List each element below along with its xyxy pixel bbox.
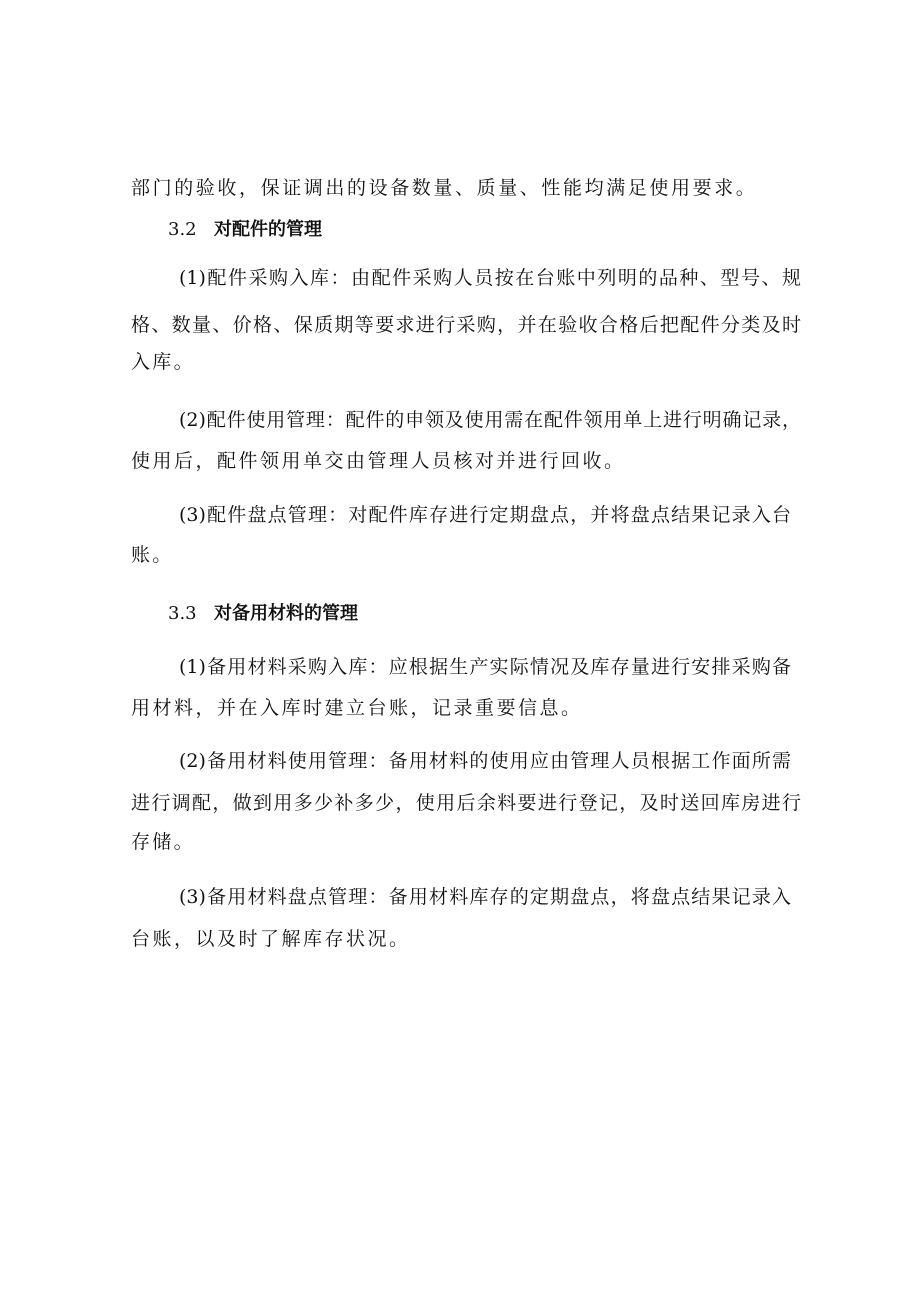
paragraph-line: 账。 [131, 544, 174, 566]
section-heading-3-2 [168, 218, 322, 242]
paragraph-line: (1)配件采购入库：由配件采购人员按在台账中列明的品种、型号、规 [179, 267, 801, 289]
paragraph-line: 进行调配，做到用多少补多少，使用后余料要进行登记，及时送回库房进行 [131, 792, 801, 814]
paragraph-line: (3)备用材料盘点管理：备用材料库存的定期盘点，将盘点结果记录入 [179, 886, 791, 908]
paragraph-line: (1)备用材料采购入库：应根据生产实际情况及库存量进行安排采购备 [179, 656, 791, 678]
paragraph-line: 台账，以及时了解库存状况。 [131, 928, 411, 950]
section-heading-3-3 [168, 602, 358, 626]
paragraph-line: 存储。 [131, 831, 195, 853]
section-number: 3.3 [168, 603, 197, 624]
section-title: 对配件的管理 [214, 219, 322, 240]
paragraph-line: 用材料，并在入库时建立台账，记录重要信息。 [131, 697, 583, 719]
section-title: 对备用材料的管理 [214, 603, 358, 624]
paragraph-line: (2)备用材料使用管理：备用材料的使用应由管理人员根据工作面所需 [179, 750, 791, 772]
paragraph-line: (3)配件盘点管理：对配件库存进行定期盘点，并将盘点结果记录入台 [179, 504, 791, 526]
paragraph-line: 部门的验收，保证调出的设备数量、质量、性能均满足使用要求。 [131, 177, 758, 199]
paragraph-line: 格、数量、价格、保质期等要求进行采购，并在验收合格后把配件分类及时 [131, 314, 801, 336]
paragraph-line: 使用后，配件领用单交由管理人员核对并进行回收。 [131, 450, 626, 472]
section-number: 3.2 [168, 219, 197, 240]
paragraph-line: 入库。 [131, 351, 195, 373]
paragraph-line: (2)配件使用管理：配件的申领及使用需在配件领用单上进行明确记录， [179, 409, 801, 431]
